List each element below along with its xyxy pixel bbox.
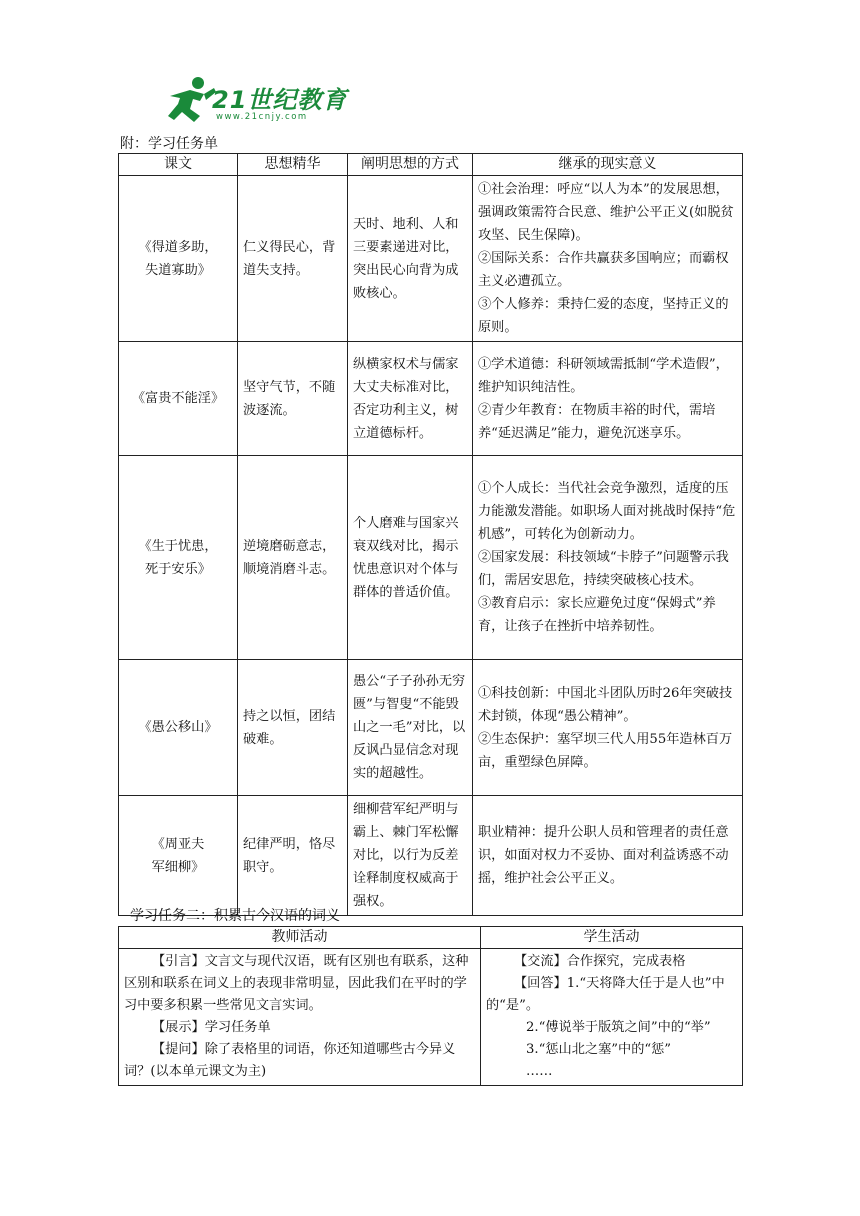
text-title: 《得道多助， 失道寡助》 [119, 176, 238, 342]
logo-text: 21世纪教育 [212, 86, 348, 114]
header-text: 课文 [119, 154, 238, 176]
essence-cell: 持之以恒，团结破难。 [238, 660, 348, 796]
tag-question: 【提问】 [152, 1042, 205, 1057]
table-header-row [119, 154, 743, 176]
caption-task-two: 学习任务二：积累古今汉语的词义 [130, 908, 340, 924]
method-cell: 个人磨难与国家兴衰双线对比，揭示忧患意识对个体与群体的普适价值。 [348, 456, 473, 660]
table-row [119, 796, 743, 916]
header-teacher: 教师活动 [119, 927, 481, 949]
teacher-activity-cell: 【引言】文言文与现代汉语，既有区别也有联系，这种区别和联系在词义上的表现非常明显，因此我们在平时的学习中要多积累一些常见文言实词。 【展示】学习任务单 【提问】除了表格里的词语，你还知道哪些古今异义词？(以本单元课文为主) [119, 949, 481, 1086]
method-cell: 天时、地利、人和三要素递进对比，突出民心向背为成败核心。 [348, 176, 473, 342]
table-row [119, 342, 743, 456]
method-cell: 纵横家权术与儒家大丈夫标准对比，否定功利主义，树立道德标杆。 [348, 342, 473, 456]
text-title: 《愚公移山》 [119, 660, 238, 796]
header-essence: 思想精华 [238, 154, 348, 176]
text-title: 《生于忧患， 死于安乐》 [119, 456, 238, 660]
learning-task-table [118, 153, 743, 916]
meaning-cell: ①学术道德：科研领域需抵制“学术造假”，维护知识纯洁性。 ②青少年教育：在物质丰裕的时代，需培养“延迟满足”能力，避免沉迷享乐。 [473, 342, 743, 456]
header-meaning: 继承的现实意义 [473, 154, 743, 176]
tag-show: 【展示】 [152, 1020, 205, 1035]
essence-cell: 仁义得民心，背道失支持。 [238, 176, 348, 342]
tag-intro: 【引言】 [152, 954, 205, 969]
activity-table [118, 926, 743, 1086]
table-row [119, 456, 743, 660]
essence-cell: 逆境磨砺意志，顺境消磨斗志。 [238, 456, 348, 660]
caption-task-list: 附：学习任务单 [120, 136, 218, 152]
header-student: 学生活动 [481, 927, 743, 949]
running-figure-icon [168, 77, 216, 122]
student-activity-cell: 【交流】合作探究，完成表格 【回答】1.“天将降大任于是人也”中的“是”。 2.“傅说举于版筑之间”中的“举” 3.“惩山北之塞”中的“惩” …… [481, 949, 743, 1086]
meaning-cell: 职业精神：提升公职人员和管理者的责任意识，如面对权力不妥协、面对利益诱惑不动摇，维护社会公平正义。 [473, 796, 743, 916]
table-row [119, 176, 743, 342]
method-cell: 愚公“子子孙孙无穷匮”与智叟“不能毁山之一毛”对比，以反讽凸显信念对现实的超越性。 [348, 660, 473, 796]
essence-cell: 纪律严明，恪尽职守。 [238, 796, 348, 916]
text-title: 《周亚夫 军细柳》 [119, 796, 238, 916]
table-header-row [119, 927, 743, 949]
table-row [119, 660, 743, 796]
meaning-cell: ①个人成长：当代社会竞争激烈，适度的压力能激发潜能。如职场人面对挑战时保持“危机感”，可转化为创新动力。 ②国家发展：科技领域“卡脖子”问题警示我们，需居安思危，持续突破核心技术。 ③教育启示：家长应避免过度“保姆式”养育，让孩子在挫折中培养韧性。 [473, 456, 743, 660]
method-cell: 细柳营军纪严明与霸上、棘门军松懈对比，以行为反差诠释制度权威高于强权。 [348, 796, 473, 916]
tag-exchange: 【交流】 [514, 954, 567, 969]
essence-cell: 坚守气节，不随波逐流。 [238, 342, 348, 456]
tag-answer: 【回答】 [514, 976, 567, 991]
text-title: 《富贵不能淫》 [119, 342, 238, 456]
table-row [119, 949, 743, 1086]
meaning-cell: ①社会治理：呼应“以人为本”的发展思想，强调政策需符合民意、维护公平正义(如脱贫攻坚、民生保障)。 ②国际关系：合作共赢获多国响应；而霸权主义必遭孤立。 ③个人修养：秉持仁爱的态度，坚持正义的原则。 [473, 176, 743, 342]
header-method: 阐明思想的方式 [348, 154, 473, 176]
logo-url: www.21cnjy.com [216, 112, 308, 122]
meaning-cell: ①科技创新：中国北斗团队历时26年突破技术封锁，体现“愚公精神”。 ②生态保护：塞罕坝三代人用55年造林百万亩，重塑绿色屏障。 [473, 660, 743, 796]
